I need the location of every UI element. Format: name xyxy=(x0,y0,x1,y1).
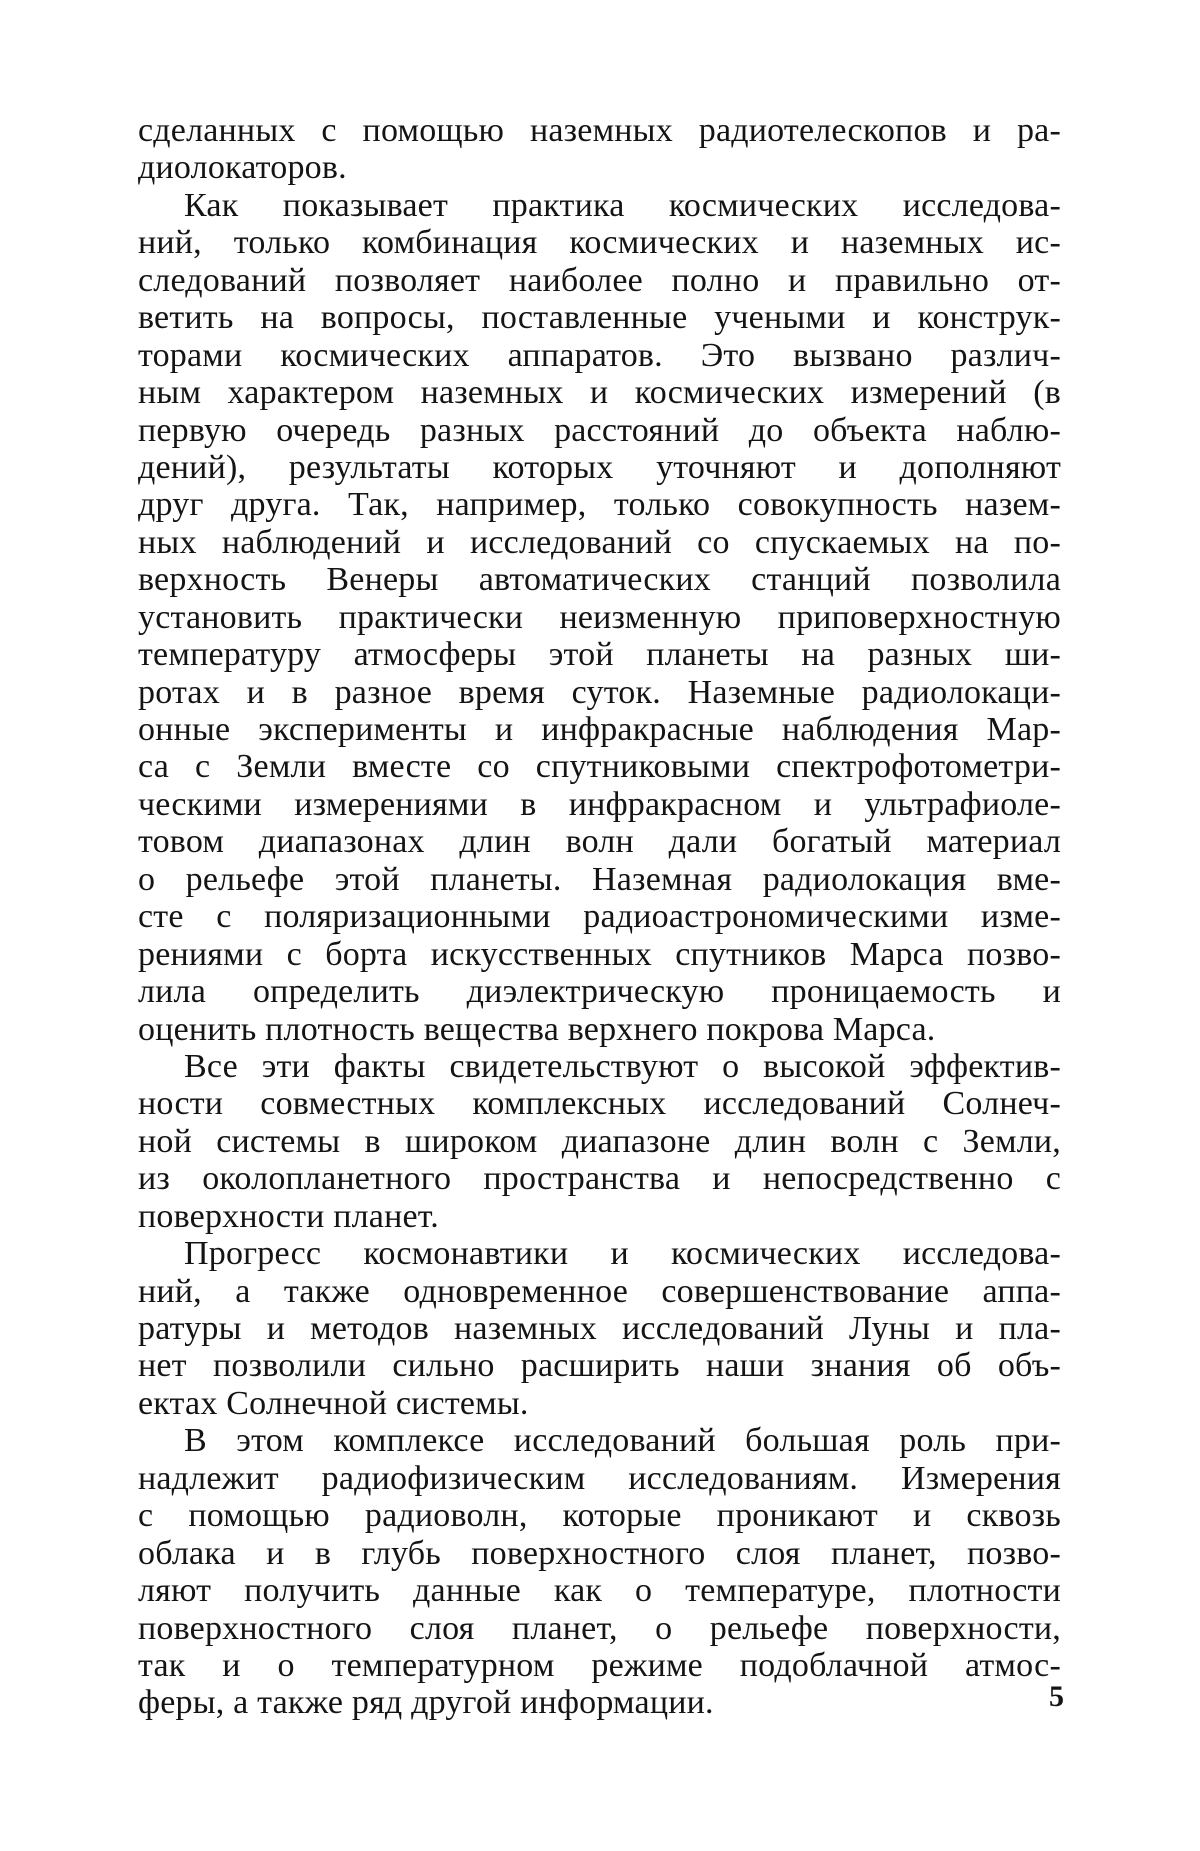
text-line: ветить на вопросы, поставленные учеными и конструк- xyxy=(138,299,1061,337)
text-line: оценить плотность вещества верхнего покрова Марса. xyxy=(138,1010,936,1048)
text-line: ности совместных комплексных исследований Солнеч- xyxy=(138,1085,1061,1123)
text-line: ротах и в разное время суток. Наземные радиолокаци- xyxy=(138,673,1061,711)
text-line: Как показывает практика космических исследова- xyxy=(184,186,1061,224)
text-line: ектах Солнечной системы. xyxy=(138,1384,529,1422)
text-line: температуру атмосферы этой планеты на разных ши- xyxy=(138,636,1061,674)
text-line: о рельефе этой планеты. Наземная радиолокация вме- xyxy=(138,860,1061,898)
text-line: онные эксперименты и инфракрасные наблюдения Мар- xyxy=(138,711,1061,748)
text-line: нет позволили сильно расширить наши знания об объ- xyxy=(138,1347,1061,1385)
text-line: ний, только комбинация космических и наземных ис- xyxy=(138,224,1061,262)
text-line: облака и в глубь поверхностного слоя планет, позво- xyxy=(138,1534,1061,1572)
text-line: ляют получить данные как о температуре, плотности xyxy=(138,1572,1061,1610)
text-line: торами космических аппаратов. Это вызвано различ- xyxy=(138,336,1061,374)
text-line: диолокаторов. xyxy=(138,149,347,187)
text-line: дений), результаты которых уточняют и дополняют xyxy=(138,448,1061,486)
text-line: ратуры и методов наземных исследований Луны и пла- xyxy=(138,1310,1061,1347)
text-line: с помощью радиоволн, которые проникают и сквозь xyxy=(138,1497,1061,1535)
text-line: Все эти факты свидетельствуют о высокой эффектив- xyxy=(184,1047,1061,1085)
page-text xyxy=(138,114,1061,1724)
text-line: первую очередь разных расстояний до объекта наблю- xyxy=(138,411,1061,449)
text-line: ным характером наземных и космических измерений (в xyxy=(138,374,1061,412)
text-line: сте с поляризационными радиоастрономическими изме- xyxy=(138,898,1061,936)
text-line: ной системы в широком диапазоне длин волн с Земли, xyxy=(138,1122,1061,1160)
text-line: поверхности планет. xyxy=(138,1197,439,1235)
text-line: сделанных с помощью наземных радиотелескопов и ра- xyxy=(138,112,1061,149)
text-line: лила определить диэлектрическую проницаемость и xyxy=(138,973,1061,1011)
text-line: поверхностного слоя планет, о рельефе поверхности, xyxy=(138,1609,1061,1647)
text-line: верхность Венеры автоматических станций позволила xyxy=(138,561,1061,599)
text-line: феры, а также ряд другой информации. xyxy=(138,1684,714,1722)
text-line: установить практически неизменную приповерхностную xyxy=(138,598,1061,636)
text-line: са с Земли вместе со спутниковыми спектрофотометри- xyxy=(138,748,1061,786)
text-line: ных наблюдений и исследований со спускаемых на по- xyxy=(138,523,1061,561)
text-line: Прогресс космонавтики и космических исследова- xyxy=(184,1235,1061,1273)
text-line: рениями с борта искусственных спутников Марса позво- xyxy=(138,935,1061,973)
text-line: товом диапазонах длин волн дали богатый материал xyxy=(138,823,1061,861)
text-line: следований позволяет наиболее полно и правильно от- xyxy=(138,261,1061,299)
page-number: 5 xyxy=(1049,1680,1064,1713)
text-line: так и о температурном режиме подоблачной атмос- xyxy=(138,1646,1061,1684)
text-line: из околопланетного пространства и непосредственно с xyxy=(138,1160,1061,1198)
text-line: В этом комплексе исследований большая роль при- xyxy=(184,1422,1061,1460)
text-line: ний, а также одновременное совершенствование аппа- xyxy=(138,1272,1061,1310)
text-line: надлежит радиофизическим исследованиям. Измерения xyxy=(138,1459,1061,1497)
text-line: ческими измерениями в инфракрасном и ультрафиоле- xyxy=(138,785,1061,823)
text-line: друг друга. Так, например, только совокупность назем- xyxy=(138,486,1061,524)
